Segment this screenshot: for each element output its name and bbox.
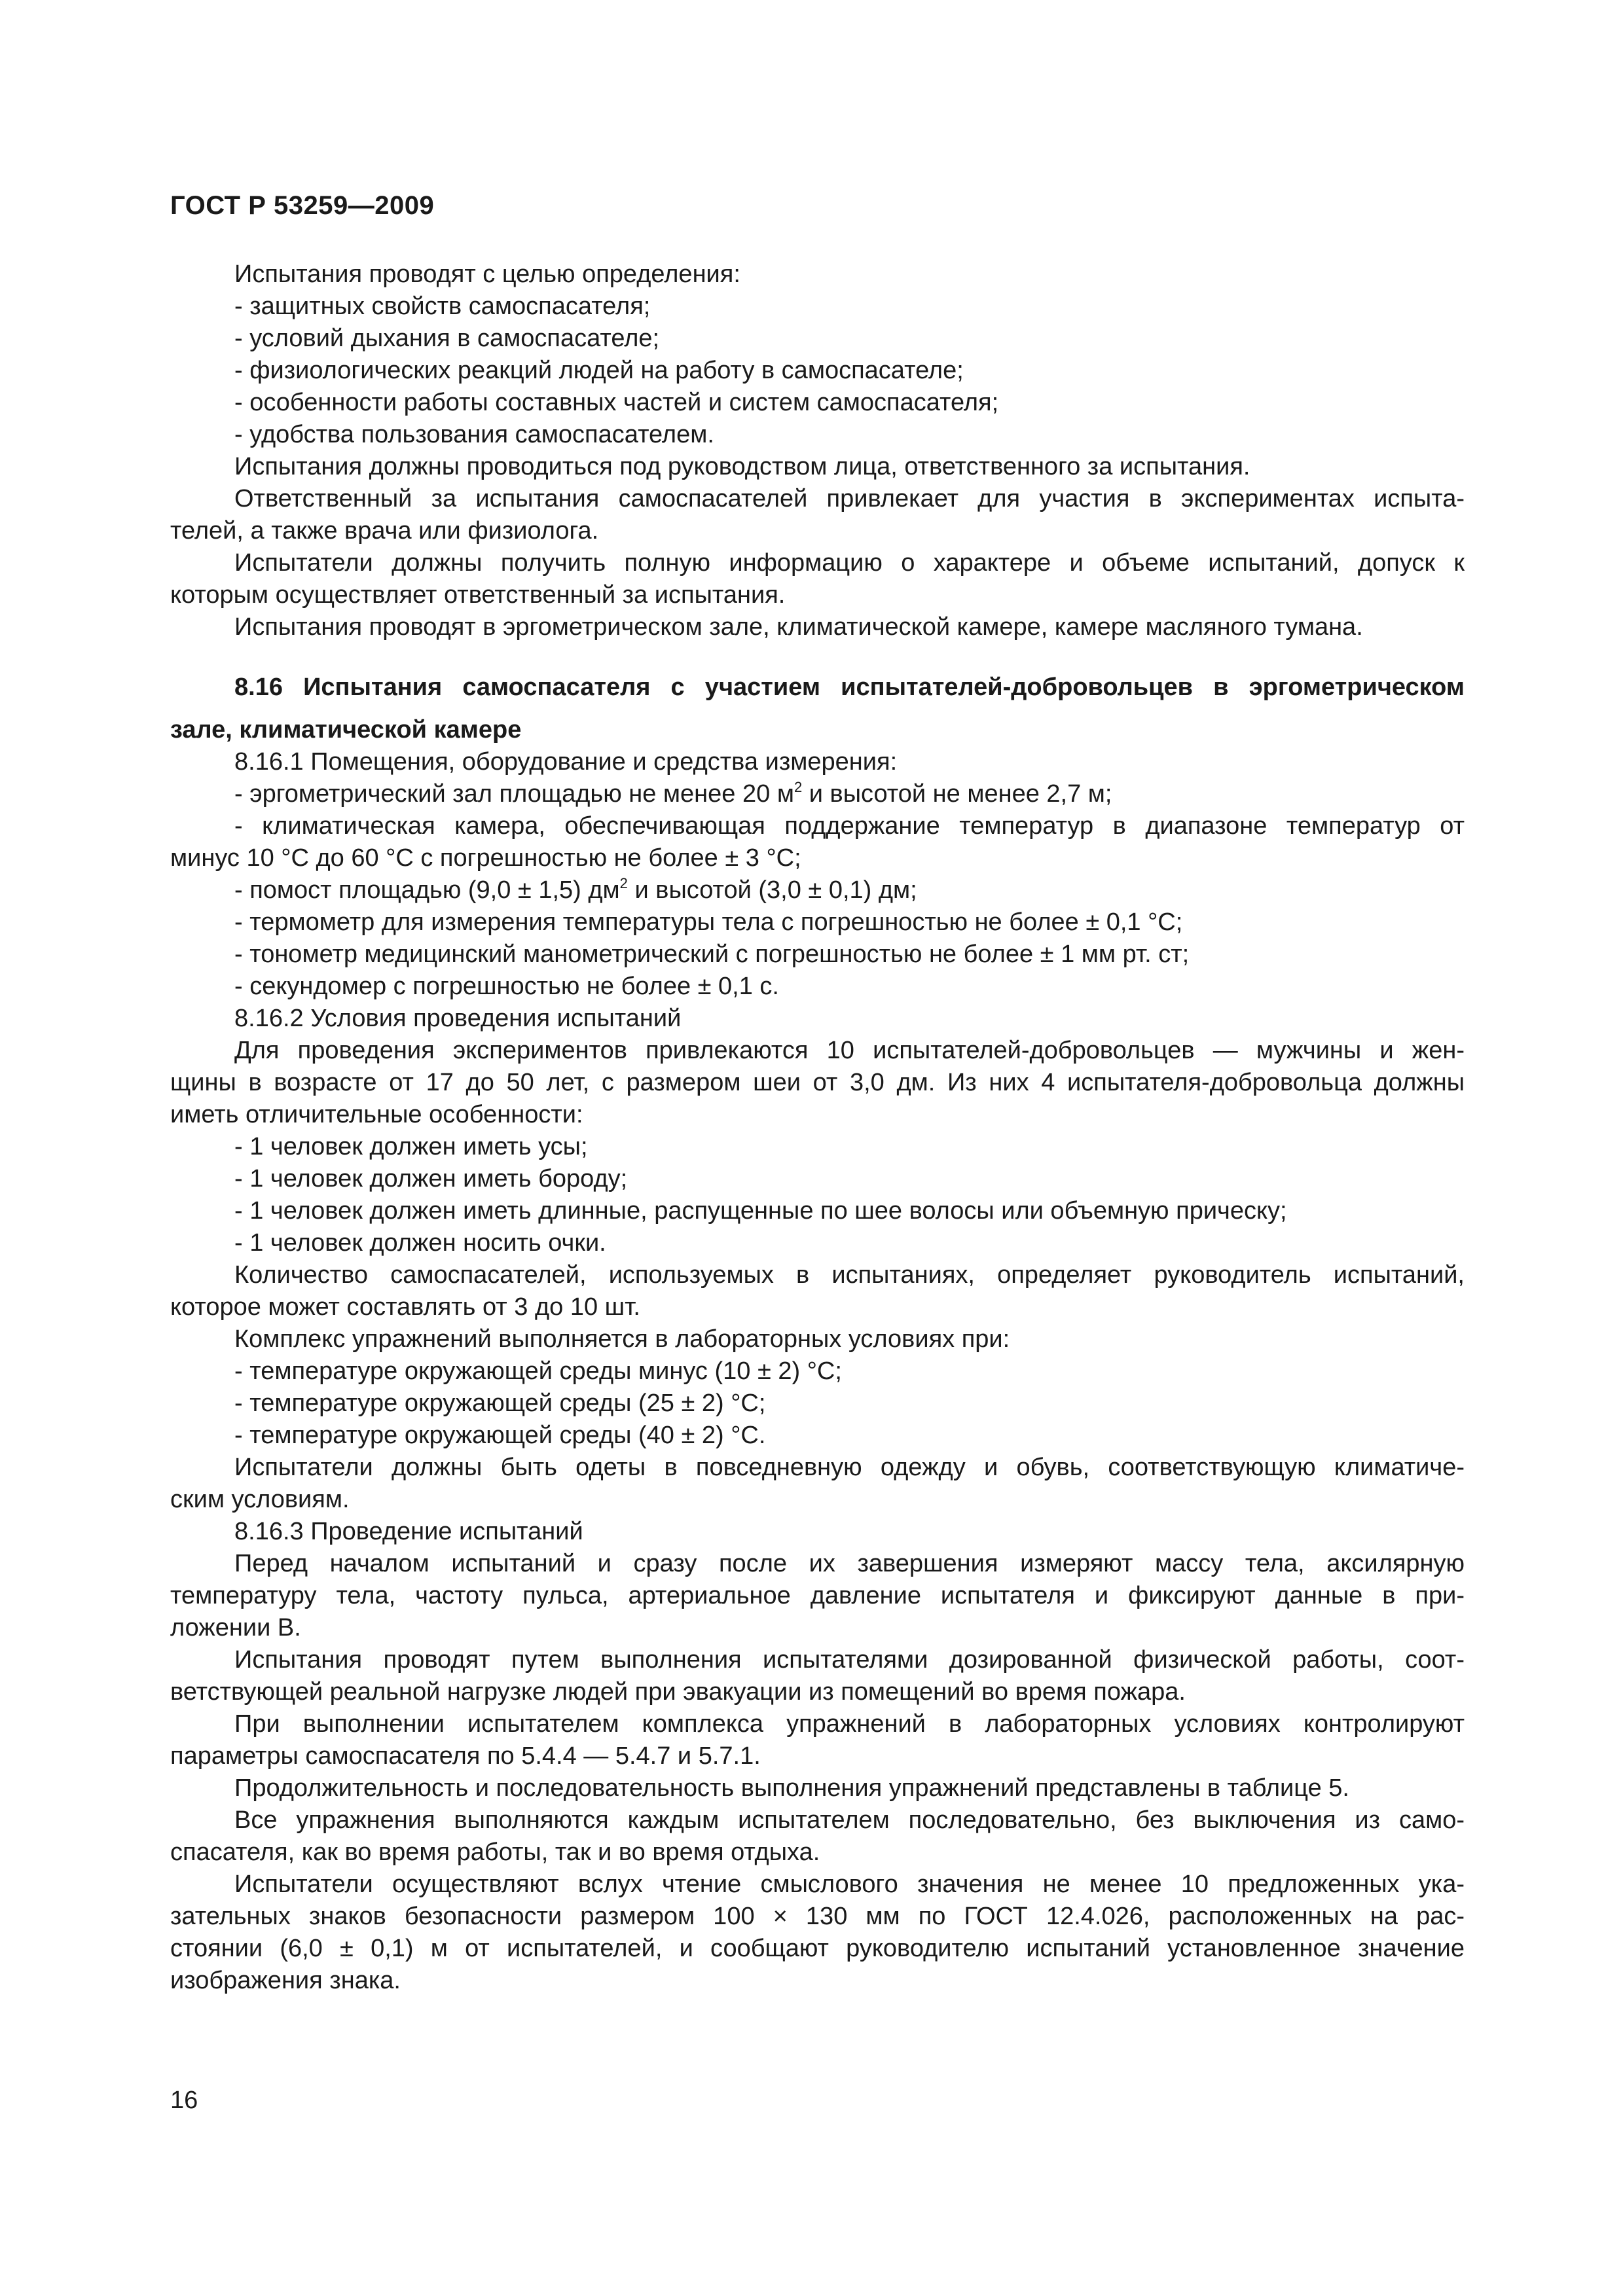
line-text: которое может составлять от 3 до 10 шт. [170, 1293, 640, 1321]
text-line [170, 1548, 1465, 1580]
text-line [170, 291, 1465, 323]
text-line [170, 746, 1465, 778]
line-text-continued: и высотой не менее 2,7 м; [802, 780, 1112, 808]
line-text: температуру тела, частоту пульса, артериальное давление испытателя и фиксируют данные в при- [170, 1582, 1465, 1609]
text-line [170, 1195, 1465, 1227]
text-line [170, 355, 1465, 387]
superscript: 2 [793, 779, 803, 795]
line-text: Испытатели должны получить полную информацию о характере и объеме испытаний, допуск к [234, 549, 1465, 577]
line-text: - секундомер с погрешностью не более ± 0,1 с. [234, 973, 779, 1000]
line-text: - помост площадью (9,0 ± 1,5) дм [234, 876, 620, 904]
page-number: 16 [170, 2087, 198, 2114]
line-text: 8.16 Испытания самоспасателя с участием испытателей-добровольцев в эргометрическом [234, 673, 1465, 701]
text-line [170, 1516, 1465, 1548]
text-line [170, 1452, 1465, 1484]
line-text: - 1 человек должен иметь бороду; [234, 1165, 628, 1193]
text-line [170, 451, 1465, 483]
line-text: 8.16.3 Проведение испытаний [234, 1518, 583, 1545]
line-text: - эргометрический зал площадью не менее 20 м [234, 780, 794, 808]
line-text: Перед началом испытаний и сразу после их завершения измеряют массу тела, аксилярную [234, 1550, 1465, 1577]
text-line [170, 842, 1465, 874]
text-line [170, 1676, 1465, 1708]
line-text: - тонометр медицинский манометрический с погрешностью не более ± 1 мм рт. ст; [234, 941, 1190, 968]
text-line [170, 1067, 1465, 1099]
text-line [170, 1612, 1465, 1644]
text-line [170, 611, 1465, 643]
text-line [170, 1291, 1465, 1323]
text-line [170, 1003, 1465, 1035]
line-text: - условий дыхания в самоспасателе; [234, 325, 660, 352]
text-line [170, 259, 1465, 291]
line-text: - температуре окружающей среды минус (10 ± 2) °С; [234, 1357, 842, 1385]
document-header-id: ГОСТ Р 53259—2009 [170, 191, 435, 220]
line-text: Продолжительность и последовательность выполнения упражнений представлены в таблице 5. [234, 1774, 1349, 1802]
text-line [170, 387, 1465, 419]
text-line [170, 1035, 1465, 1067]
line-text: зательных знаков безопасности размером 100 × 130 мм по ГОСТ 12.4.026, расположенных на рас- [170, 1903, 1465, 1930]
line-text: ложении В. [170, 1614, 301, 1641]
line-text: Ответственный за испытания самоспасателей привлекает для участия в экспериментах испыта- [234, 485, 1465, 512]
text-line [170, 1484, 1465, 1516]
text-line [170, 971, 1465, 1003]
text-line [170, 579, 1465, 611]
text-line [170, 1099, 1465, 1131]
line-text: которым осуществляет ответственный за испытания. [170, 581, 786, 609]
text-line [170, 1388, 1465, 1420]
line-text: ветствующей реальной нагрузке людей при эвакуации из помещений во время пожара. [170, 1678, 1186, 1706]
line-text: ским условиям. [170, 1486, 350, 1513]
text-line [170, 483, 1465, 515]
text-line [170, 714, 1465, 746]
text-line [170, 1933, 1465, 1965]
line-text: Количество самоспасателей, используемых в испытаниях, определяет руководитель испытаний, [234, 1261, 1465, 1289]
document-body [170, 259, 1465, 1997]
line-text: телей, а также врача или физиолога. [170, 517, 599, 545]
text-line [170, 515, 1465, 547]
text-line [170, 939, 1465, 971]
text-line [170, 1804, 1465, 1837]
line-text: - температуре окружающей среды (25 ± 2) °С; [234, 1390, 766, 1417]
text-line [170, 1901, 1465, 1933]
text-line [170, 1772, 1465, 1804]
line-text: - термометр для измерения температуры тела с погрешностью не более ± 0,1 °С; [234, 908, 1183, 936]
text-line [170, 906, 1465, 939]
line-text: - особенности работы составных частей и систем самоспасателя; [234, 389, 999, 416]
text-line [170, 547, 1465, 579]
line-text: минус 10 °С до 60 °С с погрешностью не более ± 3 °С; [170, 844, 801, 872]
line-text: - 1 человек должен носить очки. [234, 1229, 606, 1257]
line-text: - защитных свойств самоспасателя; [234, 293, 651, 320]
line-text: Испытания должны проводиться под руководством лица, ответственного за испытания. [234, 453, 1250, 480]
text-line [170, 1837, 1465, 1869]
text-line [170, 323, 1465, 355]
text-line [170, 1644, 1465, 1676]
line-text-continued: и высотой (3,0 ± 0,1) дм; [627, 876, 917, 904]
line-text: Для проведения экспериментов привлекаются 10 испытателей-добровольцев — мужчины и жен- [234, 1037, 1465, 1064]
line-text: щины в возрасте от 17 до 50 лет, с размером шеи от 3,0 дм. Из них 4 испытателя-добровольца должны [170, 1069, 1465, 1096]
line-text: - климатическая камера, обеспечивающая поддержание температур в диапазоне температур от [234, 812, 1465, 840]
text-line [170, 1965, 1465, 1997]
line-text: Испытатели осуществляют вслух чтение смыслового значения не менее 10 предложенных ука- [234, 1871, 1465, 1898]
line-text: - 1 человек должен иметь длинные, распущенные по шее волосы или объемную прическу; [234, 1197, 1287, 1225]
line-text: Испытания проводят с целью определения: [234, 260, 740, 288]
text-line [170, 810, 1465, 842]
line-text: - температуре окружающей среды (40 ± 2) °С. [234, 1422, 766, 1449]
line-text: спасателя, как во время работы, так и во время отдыха. [170, 1839, 820, 1866]
text-line [170, 1227, 1465, 1259]
text-line [170, 419, 1465, 451]
line-text: Испытатели должны быть одеты в повседневную одежду и обувь, соответствующую климатиче- [234, 1454, 1465, 1481]
text-line [170, 1740, 1465, 1772]
text-line [170, 1259, 1465, 1291]
text-line [170, 1580, 1465, 1612]
line-text: При выполнении испытателем комплекса упражнений в лабораторных условиях контролируют [234, 1710, 1465, 1738]
line-text: 8.16.2 Условия проведения испытаний [234, 1005, 682, 1032]
section-heading-line [170, 672, 1465, 704]
line-text: параметры самоспасателя по 5.4.4 — 5.4.7 и 5.7.1. [170, 1742, 761, 1770]
text-line [170, 1420, 1465, 1452]
line-text: - физиологических реакций людей на работу в самоспасателе; [234, 357, 964, 384]
text-line [170, 1163, 1465, 1195]
text-line [170, 1355, 1465, 1388]
line-text: изображения знака. [170, 1967, 401, 1994]
line-text: иметь отличительные особенности: [170, 1101, 583, 1128]
text-line [170, 874, 1465, 906]
text-line [170, 1708, 1465, 1740]
line-text: Испытания проводят путем выполнения испытателями дозированной физической работы, соот- [234, 1646, 1465, 1674]
text-line [170, 1323, 1465, 1355]
superscript: 2 [619, 875, 628, 891]
line-text: Все упражнения выполняются каждым испытателем последовательно, без выключения из само- [234, 1806, 1465, 1834]
text-line [170, 1131, 1465, 1163]
text-line [170, 778, 1465, 810]
line-text: Комплекс упражнений выполняется в лабораторных условиях при: [234, 1325, 1010, 1353]
line-text: 8.16.1 Помещения, оборудование и средства измерения: [234, 748, 898, 776]
line-text: - удобства пользования самоспасателем. [234, 421, 714, 448]
line-text: стоянии (6,0 ± 0,1) м от испытателей, и сообщают руководителю испытаний установленное значение [170, 1935, 1465, 1962]
line-text: зале, климатической камере [170, 716, 522, 744]
text-line [170, 1869, 1465, 1901]
line-text: - 1 человек должен иметь усы; [234, 1133, 588, 1160]
line-text: Испытания проводят в эргометрическом зале, климатической камере, камере масляного тумана. [234, 613, 1363, 641]
